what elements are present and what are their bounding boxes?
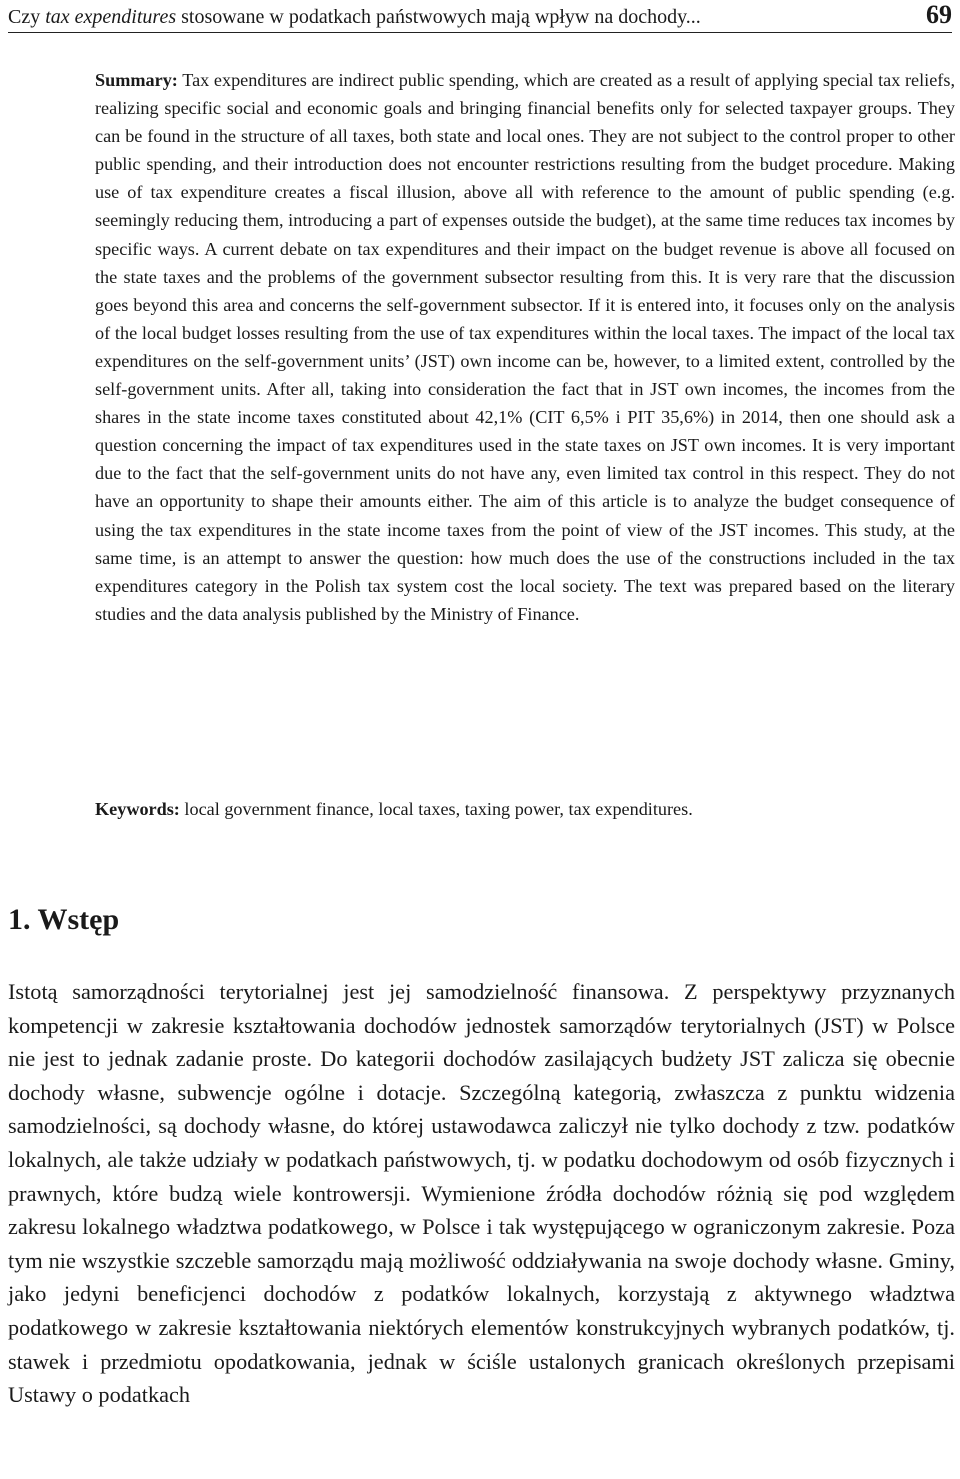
- section-heading: 1. Wstęp: [8, 903, 120, 936]
- summary-text: Tax expenditures are indirect public spending, which are created as a result of applying special tax reliefs, realizing specific social and economic goals and bringing financial benefits only for selected taxpayer groups. They can be found in the structure of all taxes, both state and local ones. They are not subject to the control proper to other public spending, and their introduction does not encounter restrictions resulting from the budget procedure. Making use of tax expenditure creates a fiscal illusion, above all with reference to the amount of public spending (e.g. seemingly reducing them, introducing a part of expenses outside the budget), at the same time reduces tax incomes by specific ways. A current debate on tax expenditures and their impact on the budget revenue is above all focused on the state taxes and the problems of the government subsector resulting from this. It is very rare that the discussion goes beyond this area and concerns the self-government subsector. If it is entered into, it focuses only on the analysis of the local budget losses resulting from the use of tax expenditures within the local taxes. The impact of the local tax expenditures on the self-government units’ (JST) own income can be, however, to a limited extent, controlled by the self-government units. After all, taking into consideration the fact that in JST own incomes, the incomes from the shares in the state income taxes constituted about 42,1% (CIT 6,5% i PIT 35,6%) in 2014, then one should ask a question concerning the impact of tax expenditures used in the state taxes on JST own incomes. It is very important due to the fact that the self-government units do not have any, even limited tax control in this respect. They do not have an opportunity to shape their amounts either. The aim of this article is to analyze the budget consequence of using the tax expenditures in the state income taxes from the point of view of the JST incomes. This study, at the same time, is an attempt to answer the question: how much does the use of the constructions included in the tax expenditures category in the Polish tax system cost the local society. The text was prepared based on the literary studies and the data analysis published by the Ministry of Finance.: [95, 70, 955, 624]
- summary-paragraph: [95, 66, 955, 628]
- keywords-text: local government finance, local taxes, taxing power, tax expenditures.: [179, 799, 693, 819]
- running-header: [8, 0, 952, 33]
- running-title: [8, 4, 701, 30]
- page-number: 69: [926, 0, 952, 29]
- intro-paragraph: Istotą samorządności terytorialnej jest jej samodzielność finansowa. Z perspektywy przyznanych kompetencji w zakresie kształtowania dochodów jednostek samorządów terytorialnych (JST) w Polsce nie jest to jednak zadanie proste. Do kategorii dochodów zasilających budżety JST zalicza się obecnie dochody własne, subwencje ogólne i dotacje. Szczególną kategorią, zwłaszcza z punktu widzenia samodzielności, są dochody własne, do której ustawodawca zaliczył nie tylko dochody z tzw. podatków lokalnych, ale także udziały w podatkach państwowych, tj. w podatku dochodowym od osób fizycznych i prawnych, które budzą wiele kontrowersji. Wymienione źródła dochodów różnią się pod względem zakresu lokalnego władztwa podatkowego, w Polsce i tak występującego w ograniczonym zakresie. Poza tym nie wszystkie szczeble samorządu mają możliwość oddziaływania na swoje dochody własne. Gminy, jako jedyni beneficjenci dochodów z podatków lokalnych, korzystają z aktywnego władztwa podatkowego w zakresie kształtowania niektórych elementów konstrukcyjnych wybranych podatków, tj. stawek i przedmiotu opodatkowania, jednak w ściśle ustalonych granicach określonych przepisami Ustawy o podatkach: [8, 979, 955, 1408]
- running-title-italic: tax expenditures: [45, 6, 177, 28]
- running-title-part2: stosowane w podatkach państwowych mają wpływ na dochody...: [176, 6, 701, 28]
- keywords-label: Keywords:: [95, 799, 180, 819]
- summary-label: Summary:: [95, 70, 178, 90]
- keywords-paragraph: [95, 795, 955, 823]
- running-title-part1: Czy: [8, 6, 46, 28]
